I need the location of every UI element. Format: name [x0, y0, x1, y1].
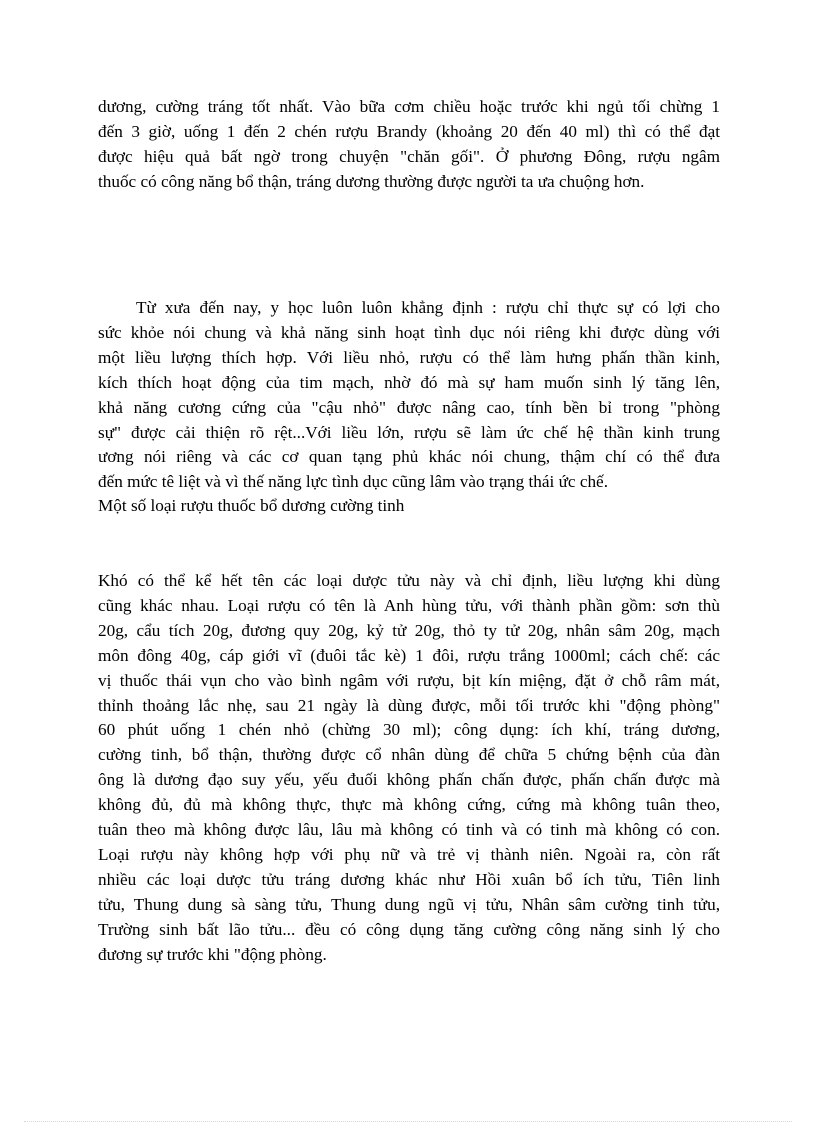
- paragraph-2-line: sự" được cải thiện rõ rệt...Với liều lớn, rượu sẽ làm ức chế hệ thần kinh trung: [98, 422, 720, 442]
- paragraph-1: [98, 95, 720, 195]
- paragraph-2-line: khả năng cương cứng của "cậu nhỏ" được nâng cao, tính bền bỉ trong "phòng: [98, 397, 720, 417]
- paragraph-3-line: tửu, Thung dung sà sàng tửu, Thung dung ngũ vị tửu, Nhân sâm cường tinh tửu,: [98, 894, 720, 914]
- paragraph-1-line: thuốc có công năng bổ thận, tráng dương thường được người ta ưa chuộng hơn.: [98, 171, 645, 191]
- paragraph-3-line: Trường sinh bất lão tửu... đều có công dụng tăng cường công năng sinh lý cho: [98, 919, 720, 939]
- paragraph-2-line: kích thích hoạt động của tim mạch, nhờ đó mà sự ham muốn sinh lý tăng lên,: [98, 372, 720, 392]
- paragraph-3-line: tuân theo mà không được lâu, lâu mà không có tinh và có tinh mà không có con.: [98, 820, 720, 840]
- paragraph-3-line: ông là dương đạo suy yếu, yếu đuối không phấn chấn được, phấn chấn được mà: [98, 770, 720, 790]
- paragraph-3-line: 20g, cẩu tích 20g, đương quy 20g, kỷ tử 20g, thỏ ty tử 20g, nhân sâm 20g, mạch: [98, 620, 720, 640]
- page-bottom-border: [24, 1121, 792, 1122]
- paragraph-2-line: một liều lượng thích hợp. Với liều nhỏ, rượu có thể làm hưng phấn thần kinh,: [98, 347, 720, 367]
- paragraph-2-line: Từ xưa đến nay, y học luôn luôn khẳng định : rượu chỉ thực sự có lợi cho: [136, 298, 720, 317]
- paragraph-3: [98, 569, 720, 968]
- paragraph-3-line: cũng khác nhau. Loại rượu có tên là Anh hùng tửu, với thành phần gồm: sơn thù: [98, 595, 720, 615]
- paragraph-3-line: nhiều các loại dược tửu tráng dương khác như Hồi xuân bổ ích tửu, Tiên linh: [98, 869, 720, 889]
- paragraph-3-line: đương sự trước khi "động phòng.: [98, 944, 327, 964]
- paragraph-3-line: thỉnh thoảng lắc nhẹ, sau 21 ngày là dùng được, mỗi tối trước khi "động phòng": [98, 695, 720, 715]
- paragraph-1-line: được hiệu quả bất ngờ trong chuyện "chăn gối". Ở phương Đông, rượu ngâm: [98, 146, 720, 166]
- paragraph-2-line: sức khỏe nói chung và khả năng sinh hoạt tình dục nói riêng khi được dùng với: [98, 322, 720, 342]
- paragraph-3-line: cường tinh, bổ thận, thường được cổ nhân dùng để chữa 5 chứng bệnh của đàn: [98, 745, 720, 765]
- paragraph-3-line: 60 phút uống 1 chén nhỏ (chừng 30 ml); công dụng: ích khí, tráng dương,: [98, 720, 720, 740]
- paragraph-2: [98, 296, 720, 495]
- paragraph-3-line: không đủ, đủ mà không thực, thực mà không cứng, cứng mà không tuân theo,: [98, 795, 720, 815]
- paragraph-3-line: môn đông 40g, cáp giới vĩ (đuôi tắc kè) 1 đôi, rượu trắng 1000ml; cách chế: các: [98, 645, 720, 665]
- paragraph-1-line: dương, cường tráng tốt nhất. Vào bữa cơm chiều hoặc trước khi ngủ tối chừng 1: [98, 97, 720, 116]
- paragraph-2-line: ương nói riêng và các cơ quan tạng phủ khác nói chung, thậm chí có thể đưa: [98, 447, 720, 467]
- paragraph-3-line: vị thuốc thái vụn cho vào bình ngâm với rượu, bịt kín miệng, đặt ở chỗ râm mát,: [98, 670, 720, 690]
- section-heading: Một số loại rượu thuốc bổ dương cường tinh: [98, 496, 405, 515]
- paragraph-3-line: Loại rượu này không hợp với phụ nữ và trẻ vị thành niên. Ngoài ra, còn rất: [98, 844, 720, 864]
- paragraph-1-line: đến 3 giờ, uống 1 đến 2 chén rượu Brandy (khoảng 20 đến 40 ml) thì có thể đạt: [98, 121, 720, 141]
- paragraph-2-line: đến mức tê liệt và vì thế năng lực tình dục cũng lâm vào trạng thái ức chế.: [98, 472, 608, 492]
- paragraph-3-line: Khó có thể kể hết tên các loại dược tửu này và chỉ định, liều lượng khi dùng: [98, 571, 720, 590]
